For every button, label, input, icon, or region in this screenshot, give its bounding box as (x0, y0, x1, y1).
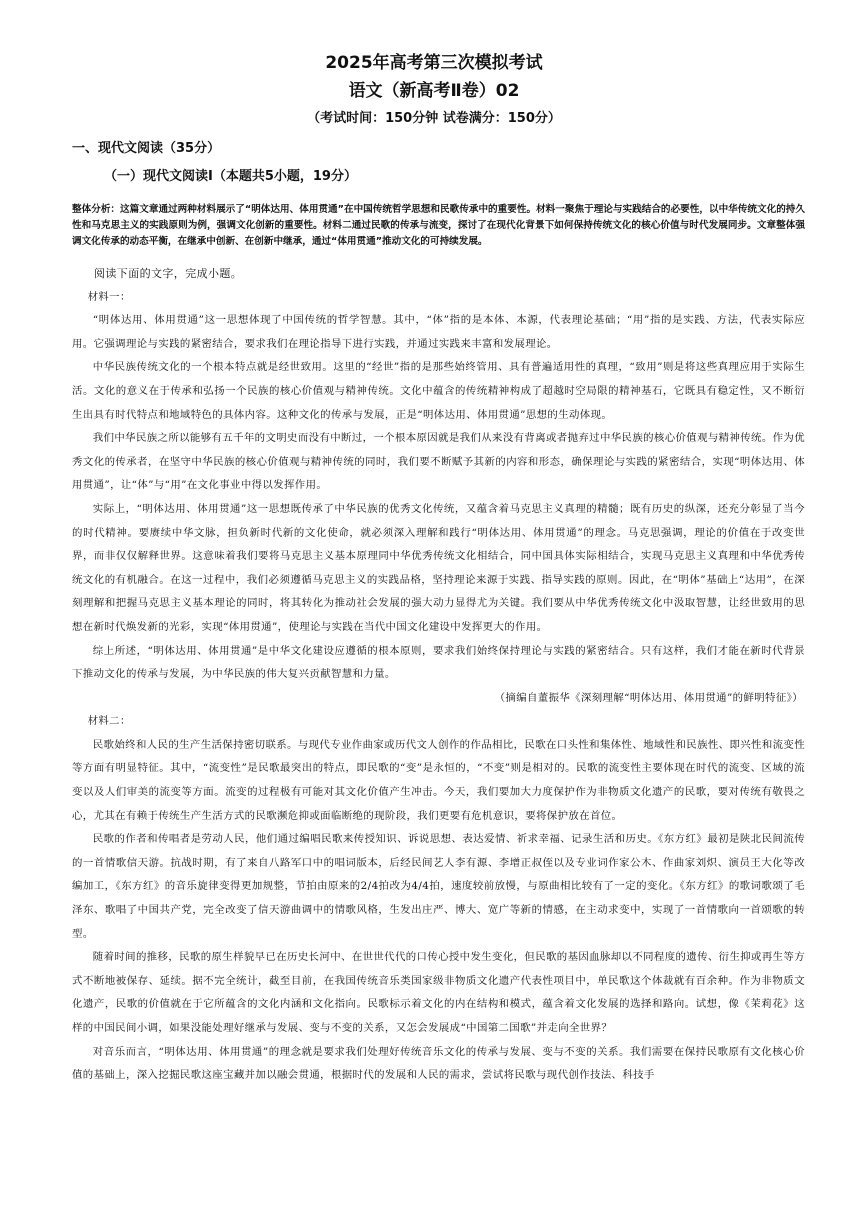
paragraph: 随着时间的推移，民歌的原生样貌早已在历史长河中、在世世代代的口传心授中发生变化，但民歌的基因血脉却以不同程度的遗传、衍生抑或再生等方式不断地被保存、延续。据不完全统计，截至目前，在我国传统音乐类国家级非物质文化遗产代表性项目中，单民歌这个体裁就有百余种。作为非物质文化遗产，民歌的价值就在于它所蕴含的文化内涵和文化指向。民歌标示着文化的内在结构和模式，蕴含着文化发展的选择和路向。试想，像《茉莉花》这样的中国民间小调，如果没能处理好继承与发展、变与不变的关系，又怎会发展成“中国第二国歌”并走向全世界？ (72, 951, 805, 1034)
paragraph: “明体达用、体用贯通”这一思想体现了中国传统的哲学智慧。其中，“体”指的是本体、本源，代表理论基础；“用”指的是实践、方法，代表实际应用。它强调理论与实践的紧密结合，要求我们在理论指导下进行实践，并通过实践来丰富和发展理论。 (72, 314, 805, 350)
paragraph: 对音乐而言，“明体达用、体用贯通”的理念就是要求我们处理好传统音乐文化的传承与发展、变与不变的关系。我们需要在保持民歌原有文化核心价值的基础上，深入挖掘民歌这座宝藏并加以融会贯通，根据时代的发展和人民的需求，尝试将民歌与现代创作技法、科技手 (72, 1045, 805, 1082)
paragraph: 我们中华民族之所以能够有五千年的文明史而没有中断过，一个根本原因就是我们从来没有背离或者抛弃过中华民族的核心价值观与精神传统。作为优秀文化的传承者，在坚守中华民族的核心价值观与精神传统的同时，我们要不断赋予其新的内容和形态，确保理论与实践的紧密结合，实现“明体达用、体用贯通”，让“体”与“用”在文化事业中得以发挥作用。 (72, 432, 805, 492)
material-1-label: 材料一： (87, 290, 131, 303)
section-subheading: （一）现代文阅读Ⅰ（本题共5小题，19分） (104, 169, 357, 184)
exam-subtitle: 语文（新高考Ⅱ卷）02 (348, 81, 520, 101)
paragraph: 民歌的作者和传唱者是劳动人民，他们通过编唱民歌来传授知识、诉说思想、表达爱情、祈求幸福、记录生活和历史。《东方红》最初是陕北民间流传的一首情歌信天游。抗战时期，有了来自八路军口中的唱词版本，后经民间艺人李有源、李增正叔侄以及专业词作家公木、作曲家刘炽、演员王大化等改编加工，《东方红》的音乐旋律变得更加规整，节拍由原来的2/4拍改为4/4拍，速度较前放慢，与原曲相比较有了一定的变化。《东方红》的歌词歌颂了毛泽东、歌唱了中国共产党，完全改变了信天游曲调中的情歌风格，生发出庄严、博大、宽广等新的情感，在主动求变中，实现了一首情歌向一首颂歌的转型。 (72, 833, 805, 940)
exam-title: 2025年高考第三次模拟考试 (325, 53, 543, 73)
paragraph: 综上所述，“明体达用、体用贯通”是中华文化建设应遵循的根本原则，要求我们始终保持理论与实践的紧密结合。只有这样，我们才能在新时代背景下推动文化的传承与发展，为中华民族的伟大复兴贡献智慧和力量。 (72, 644, 805, 681)
paragraph: 民歌始终和人民的生产生活保持密切联系。与现代专业作曲家或历代文人创作的作品相比，民歌在口头性和集体性、地域性和民族性、即兴性和流变性等方面有明显特征。其中，“流变性”是民歌最突出的特点，即民歌的“变”是永恒的，“不变”则是相对的。民歌的流变性主要体现在时代的流变、区域的流变以及人们审美的流变等方面。流变的过程极有可能对其文化价值产生冲击。今天，我们要加大力度保护作为非物质文化遗产的民歌，要对传统有敬畏之心，尤其在有赖于传统生产生活方式的民歌濒危抑或面临断绝的现阶段，我们更要有危机意识，要将保护放在首位。 (72, 738, 805, 822)
exam-info: （考试时间：150分钟 试卷满分：150分） (307, 111, 561, 126)
material-2-label: 材料二： (87, 715, 131, 728)
paragraph: 中华民族传统文化的一个根本特点就是经世致用。这里的“经世”指的是那些始终管用、具有普遍适用性的真理，“致用”则是将这些真理应用于实际生活。文化的意义在于传承和弘扬一个民族的核心价值观与精神传统。文化中蕴含的传统精神构成了超越时空局限的精神基石，它既具有稳定性，又不断衍生出具有时代特点和地域特色的具体内容。这种文化的传承与发展，正是“明体达用、体用贯通”思想的生动体现。 (72, 361, 805, 421)
overall-analysis: 整体分析：这篇文章通过两种材料展示了“明体达用、体用贯通”在中国传统哲学思想和民歌传承中的重要性。材料一聚焦于理论与实践结合的必要性，以中华传统文化的持久性和马克思主义的实践原则为例，强调文化创新的重要性。材料二通过民歌的传承与流变，探讨了在现代化背景下如何保持传统文化的核心价值与时代发展同步。文章整体强调文化传承的动态平衡，在继承中创新、在创新中继承，通过“体用贯通”推动文化的可持续发展。 (72, 204, 805, 247)
paragraph: 实际上，“明体达用、体用贯通”这一思想既传承了中华民族的优秀文化传统，又蕴含着马克思主义真理的精髓；既有历史的纵深，还充分彰显了当今的时代精神。要赓续中华文脉，担负新时代新的文化使命，就必须深入理解和践行“明体达用、体用贯通”的理念。马克思强调，理论的价值在于改变世界，而非仅仅解释世界。这意味着我们要将马克思主义基本原理同中华优秀传统文化相结合，同中国具体实际相结合，实现马克思主义真理和中华优秀传统文化的有机融合。在这一过程中，我们必须遵循马克思主义的实践品格，坚持理论来源于实践、指导实践的原则。因此，在“明体”基础上“达用”，在深刻理解和把握马克思主义基本理论的同时，将其转化为推动社会发展的强大动力显得尤为关键。我们要从中华优秀传统文化中汲取智慧，让经世致用的思想在新时代焕发新的光彩，实现“体用贯通”，使理论与实践在当代中国文化建设中发挥更大的作用。 (72, 502, 805, 633)
material-1-source: （摘编自董振华《深刻理解“明体达用、体用贯通”的鲜明特征》） (494, 691, 803, 704)
reading-text (72, 262, 805, 1088)
instruction: 阅读下面的文字，完成小题。 (94, 267, 243, 280)
section-heading: 一、现代文阅读（35分） (72, 141, 221, 156)
